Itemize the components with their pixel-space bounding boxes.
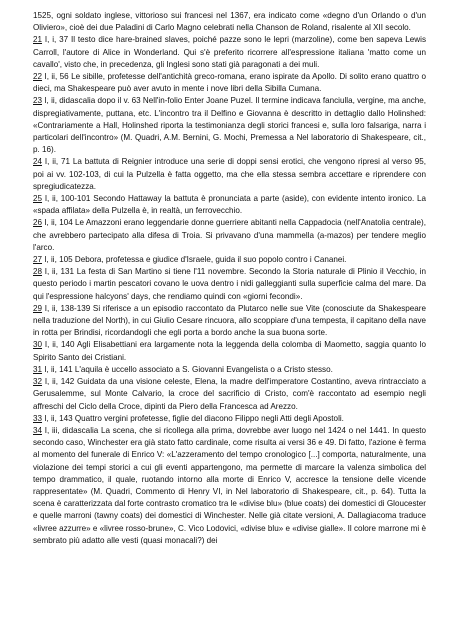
document-page — [33, 10, 426, 547]
footnote — [33, 364, 426, 376]
footnote-number: 29 — [33, 303, 43, 313]
footnote-text: I, ii, 143 Quattro vergini profetesse, figlie del diacono Filippo negli Atti degli Apostoli. — [44, 413, 344, 423]
footnote — [33, 413, 426, 425]
footnote-number: 24 — [33, 157, 43, 167]
footnote-text: I, ii, 100-101 Secondo Hattaway la battuta è pronunciata a parte (aside), con evidente intento ironico. La «spada affilata» della Pulzella è, in realtà, un ferrovecchio. — [33, 194, 426, 216]
footnote-text: I, i, 37 Il testo dice hare-brained slaves, poiché pazze sono le lepri (marzoline), come ben sapeva Lewis Carroll, l'autore di Alice in Wonderland. Qui s'è preferito ricorrere all'espressione italiana 'matto come un cavallo', visto che, in precedenza, gli Inglesi sono stati già paragonati a dei muli. — [33, 35, 427, 69]
footnote-number: 25 — [33, 194, 43, 204]
footnote-text: I, ii, didascalia dopo il v. 63 Nell'in-folio Enter Joane Puzel. Il termine indicava fanciulla, vergine, ma anche, dispregiativamente, puttana, etc. L'incontro tra il Delfino e Giovanna è descritto in dettaglio dallo Holinshed: «Contrariamente a Hall, Holinshed riporta la testimonianza degli storici francesi e, sulla loro falsariga, narra i particolari dell'incontro» (M. Quadri, A.M. Bernini, G. Mochi, Premessa a Nel laboratorio di Shakespeare, cit., p. 16). — [33, 96, 427, 155]
footnote — [33, 95, 426, 156]
footnote-text: I, ii, 104 Le Amazzoni erano leggendarie donne guerriere abitanti nella Cappadocia (nell'Anatolia centrale), che avrebbero partecipato alla difesa di Troia. Si privavano d'una mammella (a-mazos) per tendere meglio l'arco. — [33, 218, 426, 252]
footnote — [33, 34, 426, 71]
footnote-text: I, ii, 142 Guidata da una visione celeste, Elena, la madre dell'imperatore Costantino, aveva rintracciato a Gerusalemme, sul Monte Calvario, la croce del sacrificio di Cristo, com'è raccontato ad esempio negli affreschi del Ciclo della Croce, dipinti da Piero della Francesca ad Arezzo. — [33, 377, 427, 411]
footnote-number: 34 — [33, 425, 43, 435]
footnote-number: 32 — [33, 377, 43, 387]
footnote-number: 27 — [33, 255, 43, 265]
footnote-number: 28 — [33, 267, 43, 277]
footnote-text: I, ii, 56 Le sibille, profetesse dell'antichità greco-romana, erano ispirate da Apollo. Di solito erano quattro o dieci, ma Shakespeare può aver avuto in mente i nove libri della Sibilla Cumana. — [33, 72, 426, 94]
footnote — [33, 303, 426, 340]
footnote — [33, 425, 426, 547]
footnote-text: I, ii, 71 La battuta di Reignier introduce una serie di doppi sensi erotici, che vengono ripresi al verso 95, poi ai vv. 102-103, di cui la Pulzella è fatta oggetto, ma che ella stessa sembra accettare e riprendere con spregiudicatezza. — [33, 157, 426, 191]
footnote-number: 26 — [33, 218, 43, 228]
footnote-number: 23 — [33, 96, 43, 106]
footnote — [33, 376, 426, 413]
footnote-text: I, ii, 141 L'aquila è uccello associato a S. Giovanni Evangelista o a Cristo stesso. — [44, 364, 333, 374]
notes-list — [33, 34, 426, 547]
footnote-text: I, ii, 138-139 Si riferisce a un episodio raccontato da Plutarco nelle sue Vite (conosciute da Shakespeare nella traduzione del North), in cui Giulio Cesare rincuora, allo scoppiare d'una tempesta, il capitano della nave in rotta per Brindisi, ricordandogli che egli porta a bordo anche la sua buona sorte. — [33, 303, 426, 338]
footnote — [33, 217, 426, 254]
footnote-number: 33 — [33, 413, 43, 423]
footnote-number: 22 — [33, 72, 43, 82]
footnote-text: I, ii, 140 Agli Elisabettiani era largamente nota la leggenda della colomba di Maometto, saggia quanto lo Spirito Santo dei Cristiani. — [33, 340, 427, 362]
footnote-text: I, iii, didascalia La scena, che si ricollega alla prima, dovrebbe aver luogo nel 1424 o nel 1441. In questo secondo caso, Winchester era già stato fatto cardinale, come risulta ai versi 36 e 49. Di fatto, l'azione è ferma al momento del funerale di Enrico V: «L'azzeramento del tempo cronologico [...] comporta, naturalmente, una violazione dei tempi storici a cui gli eventi appartengono, ma permette di marcare la valenza simbolica del tempo drammatico, il quale, ruotando intorno alla morte di Enrico V, accresce la tensione delle vicende rappresentate» (M. Quadri, Commento di Henry VI, in Nel laboratorio di Shakespeare, cit., p. 64). Tutta la scena è caratterizzata dal forte contrasto cromatico tra le «divise blu» (blue coats) dei domestici di Gloucester e quelle marroni (tawny coats) dei domestici di Winchester. Nelle già citate versioni, A. Dallagiacoma traduce «livree azzurre» e «livree rosso-brune», C. Vico Lodovici, «divise blu» e «divise gialle». Il colore marrone mi è sembrato più adatto alle vesti (quasi monacali?) dei — [33, 425, 427, 545]
footnote-number: 21 — [33, 35, 43, 45]
footnote — [33, 193, 426, 217]
intro-paragraph: 1525, ogni soldato inglese, vittorioso sui francesi nel 1367, era indicato come «degno d'un Orlando o d'un Oliviero», cioè dei due Paladini di Carlo Magno celebrati nella Chanson de Roland, risalente al XII secolo. — [33, 11, 426, 33]
footnote-text: I, ii, 131 La festa di San Martino si tiene l'11 novembre. Secondo la Storia naturale di Plinio il Vecchio, in questo periodo i martin pescatori covano le uova dentro i nidi galleggianti sulla superficie calma del mare. Da qui l'espressione halcyons' days, che rendiamo quindi con «giorni fecondi». — [33, 267, 427, 301]
footnote-number: 31 — [33, 364, 43, 374]
footnote — [33, 254, 426, 266]
footnote — [33, 266, 426, 303]
footnote-number: 30 — [33, 340, 43, 350]
footnote — [33, 339, 426, 363]
footnote-text: I, ii, 105 Debora, profetessa e giudice d'Israele, guida il suo popolo contro i Cananei. — [44, 255, 347, 265]
footnote — [33, 71, 426, 95]
footnote — [33, 156, 426, 193]
